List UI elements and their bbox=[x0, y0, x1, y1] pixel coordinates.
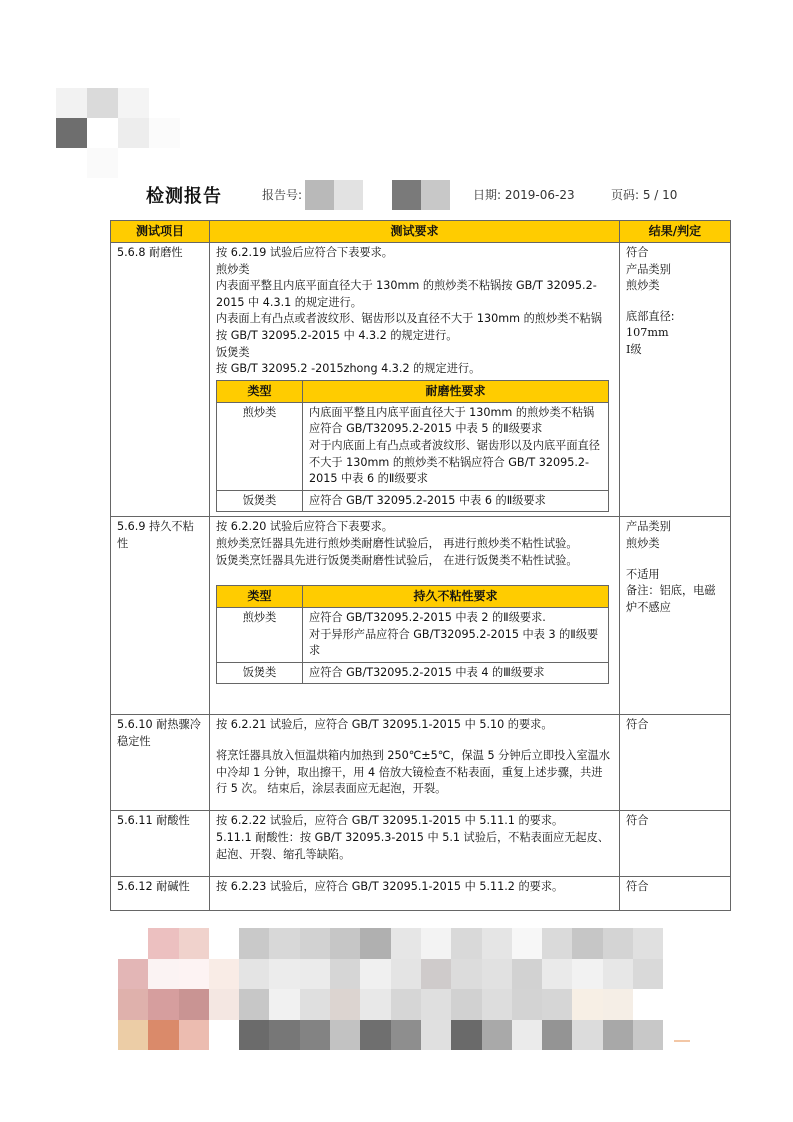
footer-mosaic-cell bbox=[603, 959, 633, 990]
subtable-row bbox=[217, 490, 609, 512]
footer-mosaic-cell bbox=[572, 989, 602, 1020]
subtable-type: 煎炒类 bbox=[217, 608, 303, 663]
requirement-line: 按 6.2.19 试验后应符合下表要求。 bbox=[216, 246, 393, 259]
requirement-line: 饭煲类烹饪器具先进行饭煲类耐磨性试验后， 在进行饭煲类不粘性试验。 bbox=[216, 553, 578, 567]
spacer bbox=[216, 569, 613, 583]
subtable-header: 类型 bbox=[217, 380, 303, 402]
footer-mosaic-cell bbox=[118, 959, 148, 990]
footer-mosaic-cell bbox=[603, 989, 633, 1020]
logo-mosaic-cell bbox=[87, 148, 118, 178]
footer-mosaic-cell bbox=[451, 1020, 481, 1051]
footer-mosaic-cell bbox=[603, 1020, 633, 1051]
test-results-table bbox=[110, 220, 731, 911]
footer-mosaic-cell bbox=[482, 1020, 512, 1051]
subtable-row bbox=[217, 608, 609, 663]
footer-mosaic-cell bbox=[179, 1020, 209, 1051]
footer-mosaic-cell bbox=[330, 928, 360, 959]
footer-mosaic-cell bbox=[421, 1020, 451, 1051]
footer-mosaic-cell bbox=[360, 928, 390, 959]
report-number-label: 报告号: bbox=[262, 188, 303, 202]
footer-mosaic bbox=[118, 928, 663, 1050]
subtable-header: 耐磨性要求 bbox=[303, 380, 609, 402]
logo-mosaic-cell bbox=[56, 148, 87, 178]
footer-mosaic-cell bbox=[179, 959, 209, 990]
footer-mosaic-cell bbox=[148, 989, 178, 1020]
subtable-header-row bbox=[217, 586, 609, 608]
footer-mosaic-cell bbox=[603, 928, 633, 959]
subtable-requirement bbox=[303, 402, 609, 490]
test-item: 5.6.12 耐碱性 bbox=[111, 877, 210, 911]
footer-mosaic-cell bbox=[451, 989, 481, 1020]
test-item: 5.6.8 耐磨性 bbox=[111, 243, 210, 517]
test-item: 5.6.9 持久不粘性 bbox=[111, 517, 210, 715]
result-line: 煎炒类 bbox=[626, 279, 660, 293]
footer-mosaic-cell bbox=[330, 1020, 360, 1051]
footer-mosaic-cell bbox=[391, 1020, 421, 1051]
subtable-requirement bbox=[303, 662, 609, 684]
column-header-requirement: 测试要求 bbox=[210, 221, 620, 243]
footer-mosaic-cell bbox=[300, 928, 330, 959]
subtable-line: 内底面平整且内底平面直径大于 130mm 的煎炒类不粘锅应符合 GB/T32095.2-2015 中表 5 的Ⅱ级要求 bbox=[309, 405, 595, 436]
footer-mosaic-cell bbox=[209, 928, 239, 959]
logo-mosaic-cell bbox=[149, 118, 180, 148]
footer-mosaic-cell bbox=[421, 959, 451, 990]
logo-mosaic-cell bbox=[118, 118, 149, 148]
footer-mosaic-cell bbox=[148, 959, 178, 990]
footer-mosaic-cell bbox=[633, 959, 663, 990]
result-line: 符合 bbox=[626, 814, 649, 828]
logo-mosaic-cell bbox=[149, 88, 180, 118]
logo-mosaic-cell bbox=[118, 148, 149, 178]
subtable-requirement bbox=[303, 490, 609, 512]
requirement-line: 按 6.2.20 试验后应符合下表要求。 bbox=[216, 520, 393, 534]
footer-mosaic-cell bbox=[572, 1020, 602, 1051]
footer-mosaic-cell bbox=[148, 928, 178, 959]
footer-mosaic-cell bbox=[572, 928, 602, 959]
subtable-header: 持久不粘性要求 bbox=[303, 586, 609, 608]
subtable-header-row bbox=[217, 380, 609, 402]
logo-mosaic-cell bbox=[87, 88, 118, 118]
subtable-type: 煎炒类 bbox=[217, 402, 303, 490]
test-result bbox=[620, 243, 731, 517]
footer-mosaic-cell bbox=[300, 959, 330, 990]
test-requirement bbox=[210, 517, 620, 715]
footer-mosaic-cell bbox=[118, 989, 148, 1020]
test-requirement bbox=[210, 877, 620, 911]
footer-mosaic-cell bbox=[633, 989, 663, 1020]
report-number-mosaic-cell bbox=[334, 180, 363, 210]
footer-mosaic-cell bbox=[209, 989, 239, 1020]
logo-mosaic-cell bbox=[87, 118, 118, 148]
table-row bbox=[111, 877, 731, 911]
footer-mosaic-cell bbox=[542, 928, 572, 959]
subtable-line: 对于异形产品应符合 GB/T32095.2-2015 中表 3 的Ⅱ级要求 bbox=[309, 627, 599, 658]
result-line: 107mm bbox=[626, 326, 669, 340]
table-header-row bbox=[111, 221, 731, 243]
footer-mosaic-cell bbox=[360, 1020, 390, 1051]
footer-mosaic-cell bbox=[391, 928, 421, 959]
logo-mosaic-cell bbox=[118, 88, 149, 118]
result-line: 产品类别 bbox=[626, 520, 671, 534]
spacer bbox=[216, 686, 613, 712]
footer-mosaic-cell bbox=[512, 989, 542, 1020]
footer-mosaic-cell bbox=[239, 928, 269, 959]
table-row bbox=[111, 715, 731, 811]
table-row bbox=[111, 243, 731, 517]
requirement-line: 5.11.1 耐酸性：按 GB/T 32095.3-2015 中 5.1 试验后，不粘表面应无起皮、起泡、开裂、缩孔等缺陷。 bbox=[216, 831, 609, 861]
footer-mosaic-cell bbox=[482, 959, 512, 990]
logo-mosaic-cell bbox=[56, 88, 87, 118]
footer-mosaic-cell bbox=[330, 989, 360, 1020]
table-row bbox=[111, 811, 731, 877]
report-date: 日期: 2019-06-23 bbox=[473, 188, 575, 202]
footer-mark bbox=[674, 1040, 690, 1042]
footer-mosaic-cell bbox=[360, 959, 390, 990]
result-line: 符合 bbox=[626, 246, 649, 259]
footer-mosaic-cell bbox=[239, 959, 269, 990]
result-line bbox=[626, 295, 724, 309]
test-result bbox=[620, 877, 731, 911]
footer-mosaic-cell bbox=[239, 989, 269, 1020]
table-row bbox=[111, 517, 731, 715]
result-line: 不适用 bbox=[626, 567, 660, 581]
footer-mosaic-cell bbox=[512, 928, 542, 959]
result-line: Ⅰ级 bbox=[626, 342, 642, 356]
report-number-mosaic-cell bbox=[305, 180, 334, 210]
requirement-line: 按 6.2.21 试验后，应符合 GB/T 32095.1-2015 中 5.10 的要求。 bbox=[216, 718, 553, 732]
requirement-line: 内表面平整且内底平面直径大于 130mm 的煎炒类不粘锅按 GB/T 32095.2-2015 中 4.3.1 的规定进行。 bbox=[216, 279, 597, 309]
requirement-subtable bbox=[216, 380, 609, 513]
footer-mosaic-cell bbox=[360, 989, 390, 1020]
footer-mosaic-cell bbox=[209, 1020, 239, 1051]
footer-mosaic-cell bbox=[118, 928, 148, 959]
test-requirement bbox=[210, 715, 620, 811]
footer-mosaic-cell bbox=[269, 959, 299, 990]
test-requirement bbox=[210, 243, 620, 517]
footer-mosaic-cell bbox=[300, 989, 330, 1020]
requirement-line: 内表面上有凸点或者波纹形、锯齿形以及直径不大于 130mm 的煎炒类不粘锅按 GB/T 32095.2-2015 中 4.3.2 的规定进行。 bbox=[216, 312, 602, 342]
result-line: 底部直径: bbox=[626, 309, 675, 323]
footer-mosaic-cell bbox=[512, 1020, 542, 1051]
test-item: 5.6.10 耐热骤冷稳定性 bbox=[111, 715, 210, 811]
subtable-line: 应符合 GB/T32095.2-2015 中表 2 的Ⅱ级要求. bbox=[309, 611, 546, 625]
result-line: 煎炒类 bbox=[626, 536, 660, 550]
test-result bbox=[620, 517, 731, 715]
report-number-mosaic-cell bbox=[363, 180, 392, 210]
subtable-line: 对于内底面上有凸点或者波纹形、锯齿形以及内底平面直径不大于 130mm 的煎炒类不粘锅应符合 GB/T 32095.2-2015 中表 6 的Ⅱ级要求 bbox=[309, 438, 600, 486]
result-line: 产品类别 bbox=[626, 262, 671, 276]
requirement-line: 饭煲类 bbox=[216, 345, 250, 359]
report-number-mosaic bbox=[305, 180, 450, 210]
subtable-requirement bbox=[303, 608, 609, 663]
requirement-line bbox=[216, 734, 613, 748]
subtable-row bbox=[217, 402, 609, 490]
subtable-header: 类型 bbox=[217, 586, 303, 608]
footer-mosaic-cell bbox=[421, 928, 451, 959]
footer-mosaic-cell bbox=[269, 1020, 299, 1051]
requirement-line: 按 GB/T 32095.2 -2015zhong 4.3.2 的规定进行。 bbox=[216, 362, 481, 376]
footer-mosaic-cell bbox=[330, 959, 360, 990]
test-result bbox=[620, 811, 731, 877]
footer-mosaic-cell bbox=[148, 1020, 178, 1051]
report-number-mosaic-cell bbox=[421, 180, 450, 210]
logo-mosaic-cell bbox=[56, 118, 87, 148]
report-number-mosaic-cell bbox=[392, 180, 421, 210]
column-header-item: 测试项目 bbox=[111, 221, 210, 243]
result-line: 符合 bbox=[626, 718, 649, 732]
subtable-line: 应符合 GB/T 32095.2-2015 中表 6 的Ⅱ级要求 bbox=[309, 493, 546, 507]
footer-mosaic-cell bbox=[451, 959, 481, 990]
test-item: 5.6.11 耐酸性 bbox=[111, 811, 210, 877]
subtable-row bbox=[217, 662, 609, 684]
footer-mosaic-cell bbox=[179, 989, 209, 1020]
footer-mosaic-cell bbox=[482, 989, 512, 1020]
requirement-subtable bbox=[216, 585, 609, 684]
footer-mosaic-cell bbox=[633, 1020, 663, 1051]
footer-mosaic-cell bbox=[209, 959, 239, 990]
subtable-type: 饭煲类 bbox=[217, 490, 303, 512]
footer-mosaic-cell bbox=[421, 989, 451, 1020]
result-line: 符合 bbox=[626, 880, 649, 894]
footer-mosaic-cell bbox=[572, 959, 602, 990]
footer-mosaic-cell bbox=[542, 959, 572, 990]
footer-mosaic-cell bbox=[542, 1020, 572, 1051]
page-title: 检测报告 bbox=[146, 186, 222, 207]
page-number: 页码: 5 / 10 bbox=[611, 188, 678, 202]
requirement-line: 按 6.2.22 试验后，应符合 GB/T 32095.1-2015 中 5.11.1 的要求。 bbox=[216, 814, 564, 828]
requirement-line: 按 6.2.23 试验后，应符合 GB/T 32095.1-2015 中 5.11.2 的要求。 bbox=[216, 880, 564, 894]
result-line bbox=[626, 553, 724, 567]
footer-mosaic-cell bbox=[300, 1020, 330, 1051]
footer-mosaic-cell bbox=[239, 1020, 269, 1051]
requirement-line: 将烹饪器具放入恒温烘箱内加热到 250℃±5℃，保温 5 分钟后立即投入室温水中冷却 1 分钟，取出擦干，用 4 倍放大镜检查不粘表面，重复上述步骤，共进行 5 次。 结束后，涂层表面应无起泡，开裂。 bbox=[216, 749, 611, 796]
subtable-line: 应符合 GB/T32095.2-2015 中表 4 的Ⅲ级要求 bbox=[309, 665, 545, 679]
footer-mosaic-cell bbox=[512, 959, 542, 990]
footer-mosaic-cell bbox=[179, 928, 209, 959]
requirement-line: 煎炒类烹饪器具先进行煎炒类耐磨性试验后， 再进行煎炒类不粘性试验。 bbox=[216, 536, 578, 550]
result-line: 备注：铝底，电磁炉不感应 bbox=[626, 584, 716, 614]
subtable-type: 饭煲类 bbox=[217, 662, 303, 684]
footer-mosaic-cell bbox=[391, 959, 421, 990]
footer-mosaic-cell bbox=[451, 928, 481, 959]
column-header-result: 结果/判定 bbox=[620, 221, 731, 243]
requirement-line: 煎炒类 bbox=[216, 262, 250, 276]
footer-mosaic-cell bbox=[269, 928, 299, 959]
footer-mosaic-cell bbox=[269, 989, 299, 1020]
logo-mosaic-cell bbox=[149, 148, 180, 178]
footer-mosaic-cell bbox=[542, 989, 572, 1020]
footer-mosaic-cell bbox=[391, 989, 421, 1020]
test-result bbox=[620, 715, 731, 811]
logo-mosaic bbox=[56, 88, 180, 178]
footer-mosaic-cell bbox=[482, 928, 512, 959]
test-requirement bbox=[210, 811, 620, 877]
footer-mosaic-cell bbox=[118, 1020, 148, 1051]
footer-mosaic-cell bbox=[633, 928, 663, 959]
